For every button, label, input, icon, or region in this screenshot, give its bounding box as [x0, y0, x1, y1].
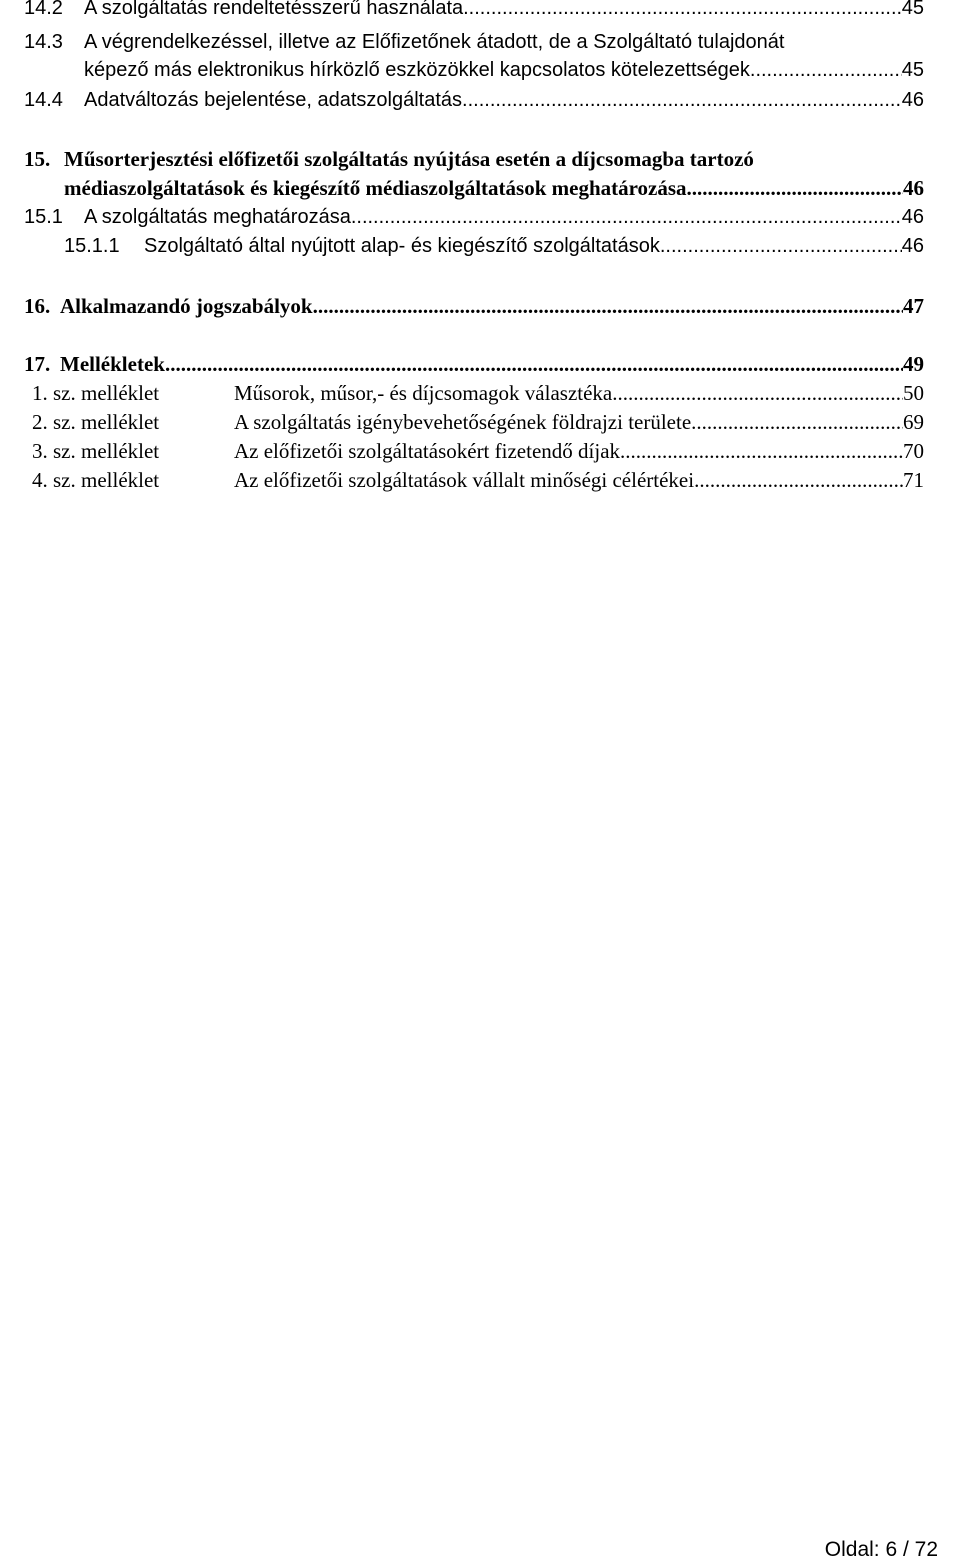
toc-leader-dots [165, 350, 903, 378]
toc-entry-page: 47 [903, 294, 924, 318]
toc-entry-title: Műsorterjesztési előfizetői szolgáltatás nyújtása esetén a díjcsomagba tartozó [64, 147, 754, 171]
toc-entry-page: 69 [903, 410, 924, 434]
toc-entry-annex-4[interactable] [32, 466, 924, 494]
toc-entry-number: 15.1 [24, 206, 63, 228]
toc-entry-number: 17. [24, 352, 51, 376]
toc-entry-page: 46 [901, 235, 924, 257]
toc-entry-page: 46 [901, 206, 924, 228]
toc-entry-page: 46 [903, 176, 924, 200]
toc-entry-14-4[interactable] [24, 86, 924, 114]
toc-entry-title: A szolgáltatás igénybevehetőségének földrajzi területe [234, 410, 692, 434]
toc-entry-number: 15. [24, 147, 51, 171]
toc-entry-title-cont: képező más elektronikus hírközlő eszközökkel kapcsolatos kötelezettségek [84, 59, 750, 81]
toc-entry-number: 16. [24, 294, 51, 318]
toc-entry-15-line1[interactable] [24, 145, 754, 173]
toc-entry-number: 14.3 [24, 31, 63, 53]
toc-entry-number: 2. sz. melléklet [32, 410, 160, 434]
toc-entry-page: 70 [903, 439, 924, 463]
toc-entry-title: Alkalmazandó jogszabályok [60, 294, 313, 318]
toc-entry-14-3-line2[interactable] [84, 56, 924, 84]
toc-entry-title: A szolgáltatás rendeltetésszerű használata [84, 0, 464, 19]
toc-entry-number: 14.4 [24, 89, 63, 111]
toc-entry-title: Műsorok, műsor,- és díjcsomagok választéka [234, 381, 613, 405]
toc-entry-title-cont: médiaszolgáltatások és kiegészítő médiaszolgáltatások meghatározása [64, 176, 687, 200]
toc-entry-annex-1[interactable] [32, 379, 924, 407]
toc-entry-14-2[interactable] [24, 0, 924, 22]
toc-entry-page: 71 [903, 468, 924, 492]
toc-entry-title: A végrendelkezéssel, illetve az Előfizetőnek átadott, de a Szolgáltató tulajdonát [84, 31, 785, 53]
toc-entry-annex-3[interactable] [32, 437, 924, 465]
toc-entry-title: Szolgáltató által nyújtott alap- és kiegészítő szolgáltatások [144, 235, 660, 257]
toc-leader-dots [750, 56, 902, 84]
toc-entry-number: 14.2 [24, 0, 63, 19]
toc-leader-dots [691, 408, 903, 436]
toc-leader-dots [313, 292, 903, 320]
toc-entry-number: 4. sz. melléklet [32, 468, 160, 492]
toc-entry-page: 46 [901, 89, 924, 111]
toc-leader-dots [462, 86, 902, 114]
toc-entry-page: 49 [903, 352, 924, 376]
toc-entry-page: 45 [901, 59, 924, 81]
toc-entry-title: Mellékletek [60, 352, 165, 376]
toc-leader-dots [660, 232, 902, 260]
toc-entry-annex-2[interactable] [32, 408, 924, 436]
toc-entry-title: Adatváltozás bejelentése, adatszolgáltatás [84, 89, 463, 111]
toc-leader-dots [463, 0, 902, 22]
toc-leader-dots [351, 203, 902, 231]
toc-entry-page: 45 [901, 0, 924, 19]
toc-entry-number: 1. sz. melléklet [32, 381, 160, 405]
toc-entry-15-1-1[interactable] [64, 232, 924, 260]
toc-entry-title: A szolgáltatás meghatározása [84, 206, 351, 228]
toc-entry-17[interactable] [24, 350, 924, 378]
toc-entry-title: Az előfizetői szolgáltatások vállalt minőségi célértékei [234, 468, 695, 492]
toc-entry-15-1[interactable] [24, 203, 924, 231]
toc-entry-14-3-line1[interactable] [24, 28, 784, 56]
toc-leader-dots [620, 437, 903, 465]
toc-leader-dots [612, 379, 903, 407]
toc-entry-number: 3. sz. melléklet [32, 439, 160, 463]
toc-entry-15-line2[interactable] [64, 174, 924, 202]
page-number-footer: Oldal: 6 / 72 [824, 1538, 938, 1561]
toc-leader-dots [694, 466, 903, 494]
toc-entry-number: 15.1.1 [64, 235, 120, 257]
toc-entry-title: Az előfizetői szolgáltatásokért fizetendő díjak [234, 439, 621, 463]
toc-entry-page: 50 [903, 381, 924, 405]
toc-entry-16[interactable] [24, 292, 924, 320]
toc-leader-dots [687, 174, 903, 202]
